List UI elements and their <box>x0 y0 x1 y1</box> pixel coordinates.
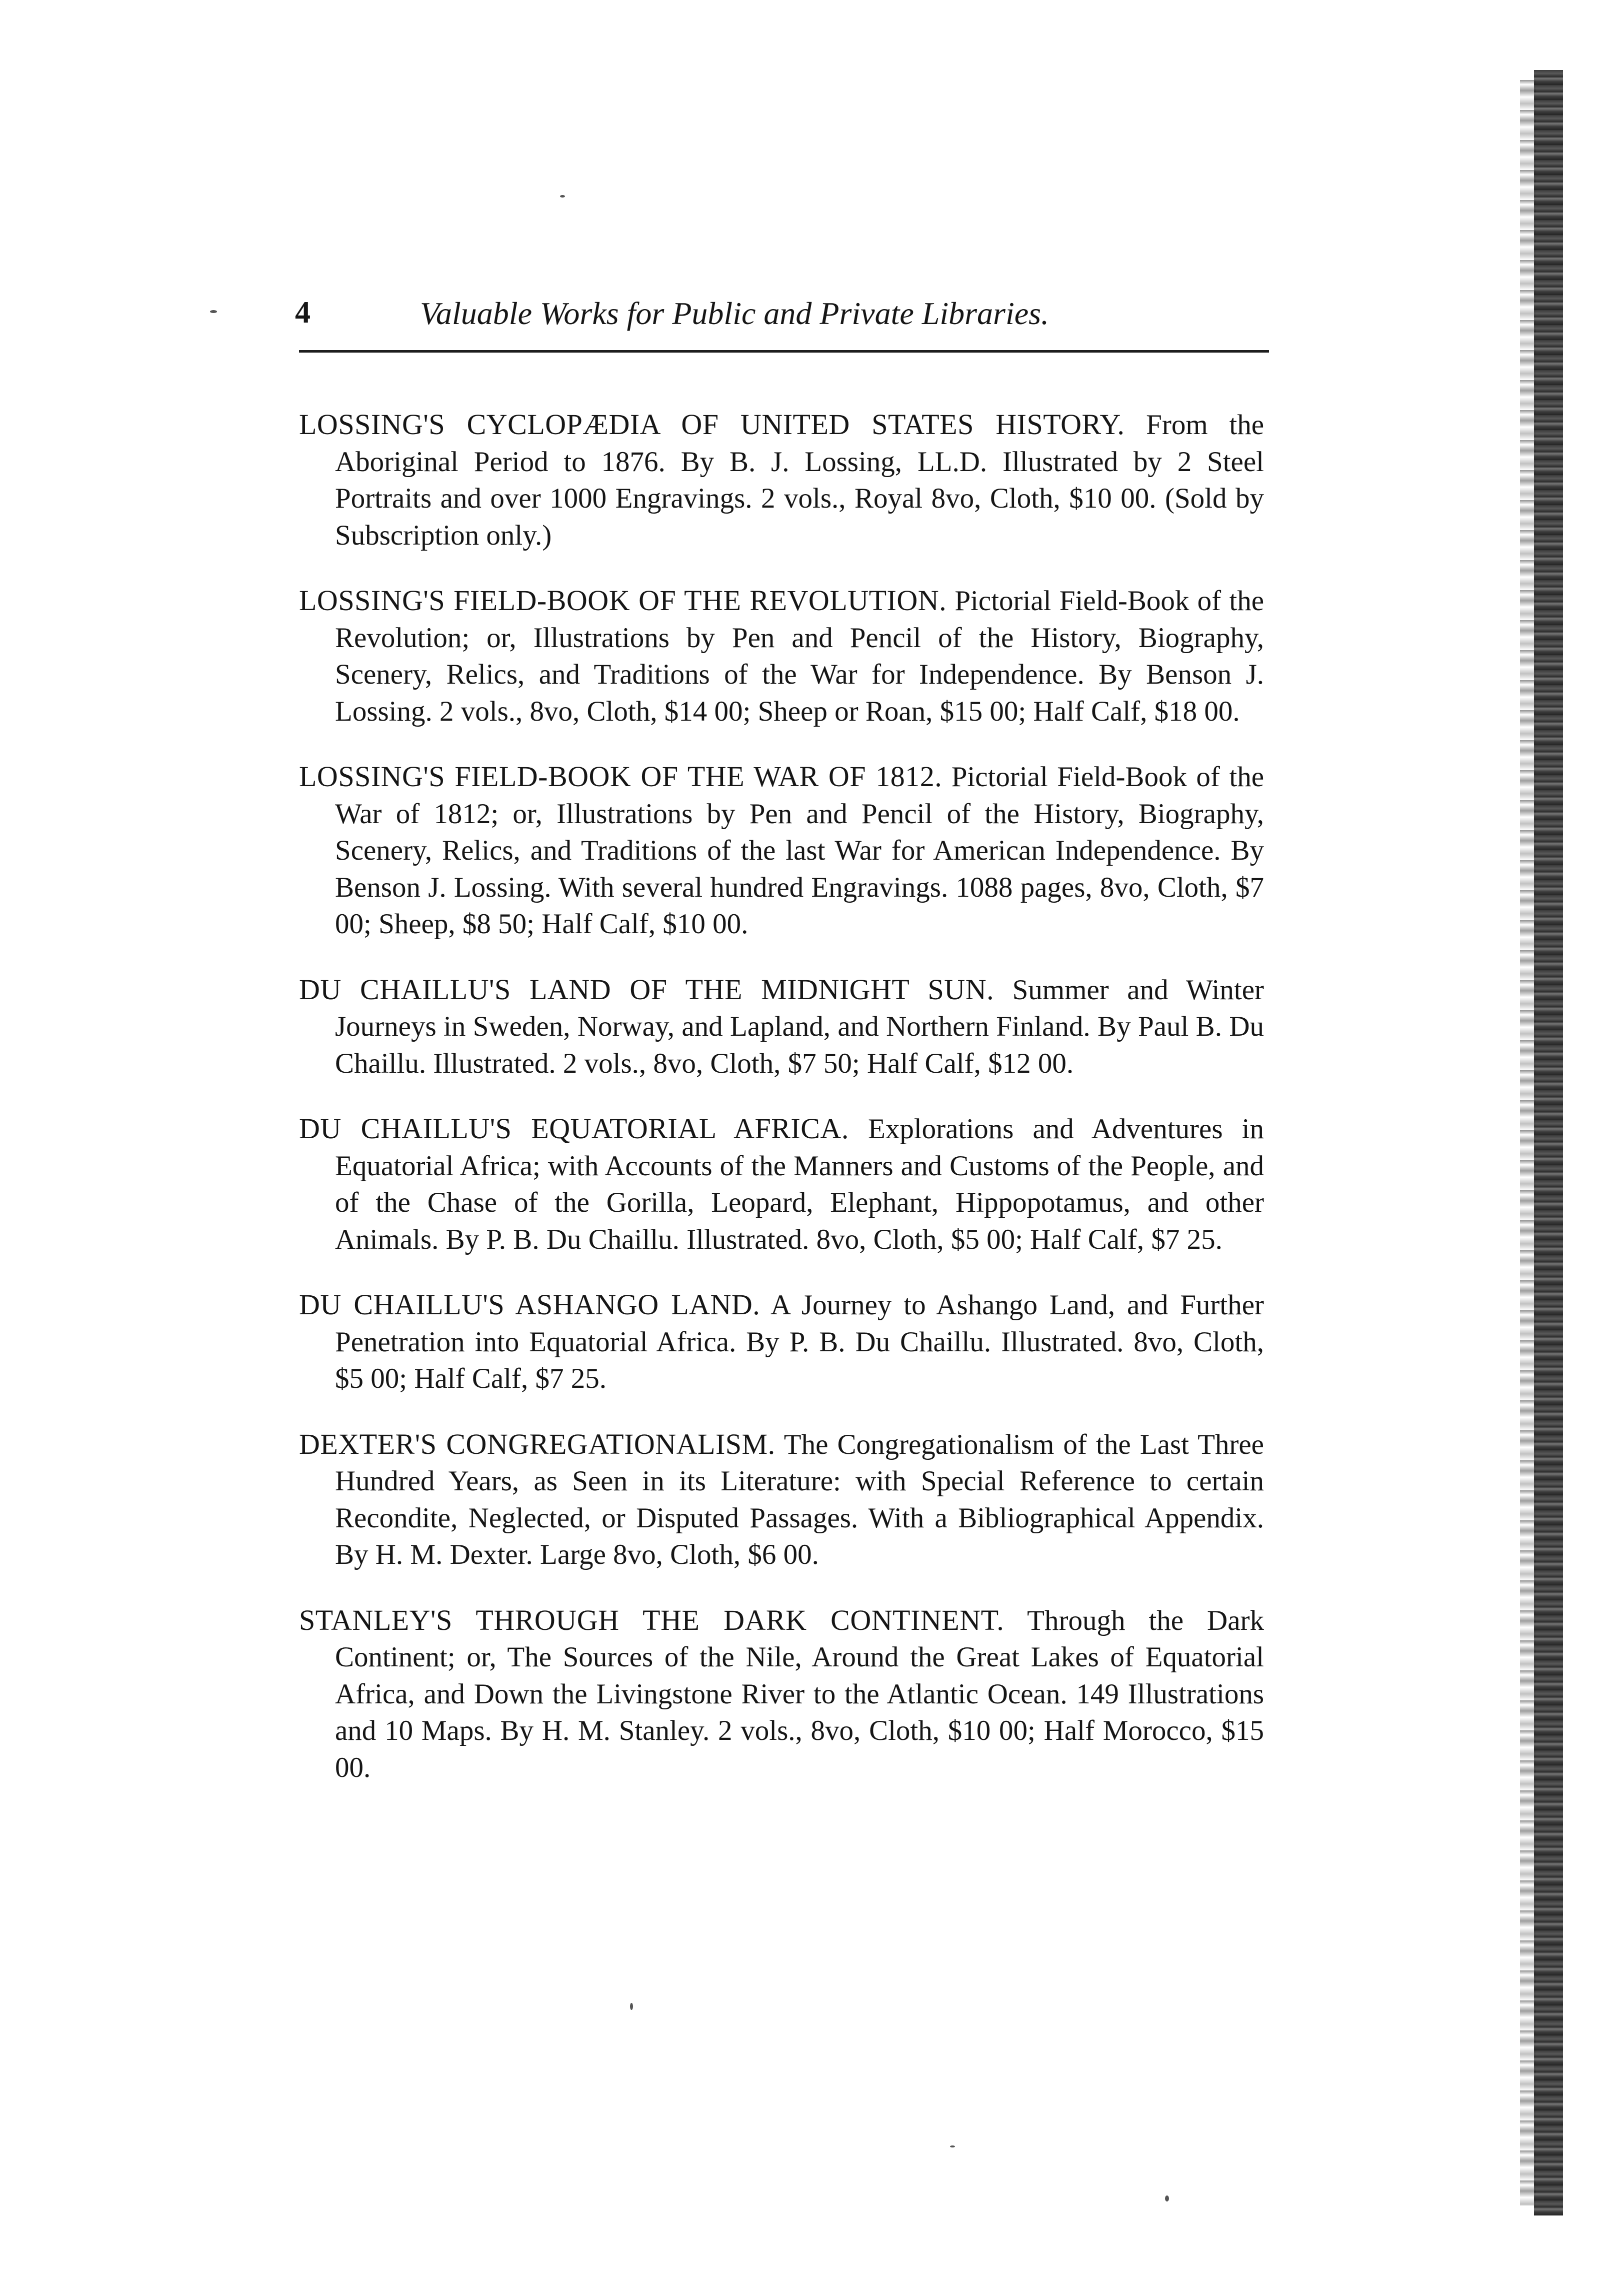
entry-body: Pictorial Field-Book of the Revolution; or, Illustrations by Pen and Pencil of the History, Biography, Scenery, Relics, and Traditions of the War for Independence. By Benson J. Lossing. 2 vols., 8vo, Cloth, $14 00; Sheep or Roan, $15 00; Half Calf, $18 00. <box>335 585 1264 727</box>
catalog-entry-congregationalism <box>299 1426 1264 1573</box>
entry-body: Pictorial Field-Book of the War of 1812; or, Illustrations by Pen and Pencil of the History, Biography, Scenery, Relics, and Traditions of the last War for American Independence. By Benson J. Lossing. With several hundred Engravings. 1088 pages, 8vo, Cloth, $7 00; Sheep, $8 50; Half Calf, $10 00. <box>335 761 1264 940</box>
entry-title: LOSSING'S FIELD-BOOK OF THE REVOLUTION. <box>299 584 947 617</box>
catalog-entry-lossing-cyclopaedia <box>299 406 1264 554</box>
entry-title: DU CHAILLU'S LAND OF THE MIDNIGHT SUN. <box>299 973 994 1006</box>
catalog-entry-dark-continent <box>299 1602 1264 1786</box>
entry-body: Explorations and Adventures in Equatorial Africa; with Accounts of the Manners and Customs of the People, and of the Chase of the Gorilla, Leopard, Elephant, Hippopotamus, and other Animals. By P. B. Du Chaillu. Illustrated. 8vo, Cloth, $5 00; Half Calf, $7 25. <box>335 1113 1264 1255</box>
scan-speck <box>1165 2195 1169 2201</box>
page-number: 4 <box>295 296 310 330</box>
page-header <box>295 295 1270 340</box>
scan-speck <box>210 310 217 313</box>
binding-edge <box>1534 70 1563 2215</box>
scan-speck <box>630 2003 633 2010</box>
catalog-entries <box>299 378 1264 1800</box>
running-title: Valuable Works for Public and Private Libraries. <box>420 296 1050 331</box>
entry-title: STANLEY'S THROUGH THE DARK CONTINENT. <box>299 1603 1004 1636</box>
catalog-entry-lossing-revolution <box>299 582 1264 730</box>
catalog-entry-equatorial-africa <box>299 1110 1264 1258</box>
entry-body: Through the Dark Continent; or, The Sources of the Nile, Around the Great Lakes of Equatorial Africa, and Down the Livingstone River to the Atlantic Ocean. 149 Illustrations and 10 Maps. By H. M. Stanley. 2 vols., 8vo, Cloth, $10 00; Half Morocco, $15 00. <box>335 1604 1264 1783</box>
catalog-entry-ashango-land <box>299 1286 1264 1397</box>
entry-title: LOSSING'S FIELD-BOOK OF THE WAR OF 1812. <box>299 760 942 793</box>
header-rule <box>299 350 1269 353</box>
catalog-entry-lossing-war-1812 <box>299 758 1264 943</box>
entry-title: DU CHAILLU'S EQUATORIAL AFRICA. <box>299 1112 849 1145</box>
entry-title: LOSSING'S CYCLOPÆDIA OF UNITED STATES HISTORY. <box>299 408 1125 441</box>
entry-body: The Congregationalism of the Last Three Hundred Years, as Seen in its Literature: with Special Reference to certain Recondite, Neglected, or Disputed Passages. With a Bibliographical Appendix. By H. M. Dexter. Large 8vo, Cloth, $6 00. <box>335 1428 1264 1570</box>
entry-title: DU CHAILLU'S ASHANGO LAND. <box>299 1288 760 1321</box>
entry-title: DEXTER'S CONGREGATIONALISM. <box>299 1427 776 1460</box>
entry-body: From the Aboriginal Period to 1876. By B. J. Lossing, LL.D. Illustrated by 2 Steel Portraits and over 1000 Engravings. 2 vols., Royal 8vo, Cloth, $10 00. (Sold by Subscription only.) <box>335 409 1264 551</box>
entry-body: Summer and Winter Journeys in Sweden, Norway, and Lapland, and Northern Finland. By Paul B. Du Chaillu. Illustrated. 2 vols., 8vo, Cloth, $7 50; Half Calf, $12 00. <box>335 974 1264 1079</box>
entry-body: A Journey to Ashango Land, and Further Penetration into Equatorial Africa. By P. B. Du Chaillu. Illustrated. 8vo, Cloth, $5 00; Half Calf, $7 25. <box>335 1289 1264 1394</box>
scan-speck <box>560 195 565 198</box>
scan-speck <box>950 2145 955 2147</box>
catalog-entry-midnight-sun <box>299 971 1264 1082</box>
